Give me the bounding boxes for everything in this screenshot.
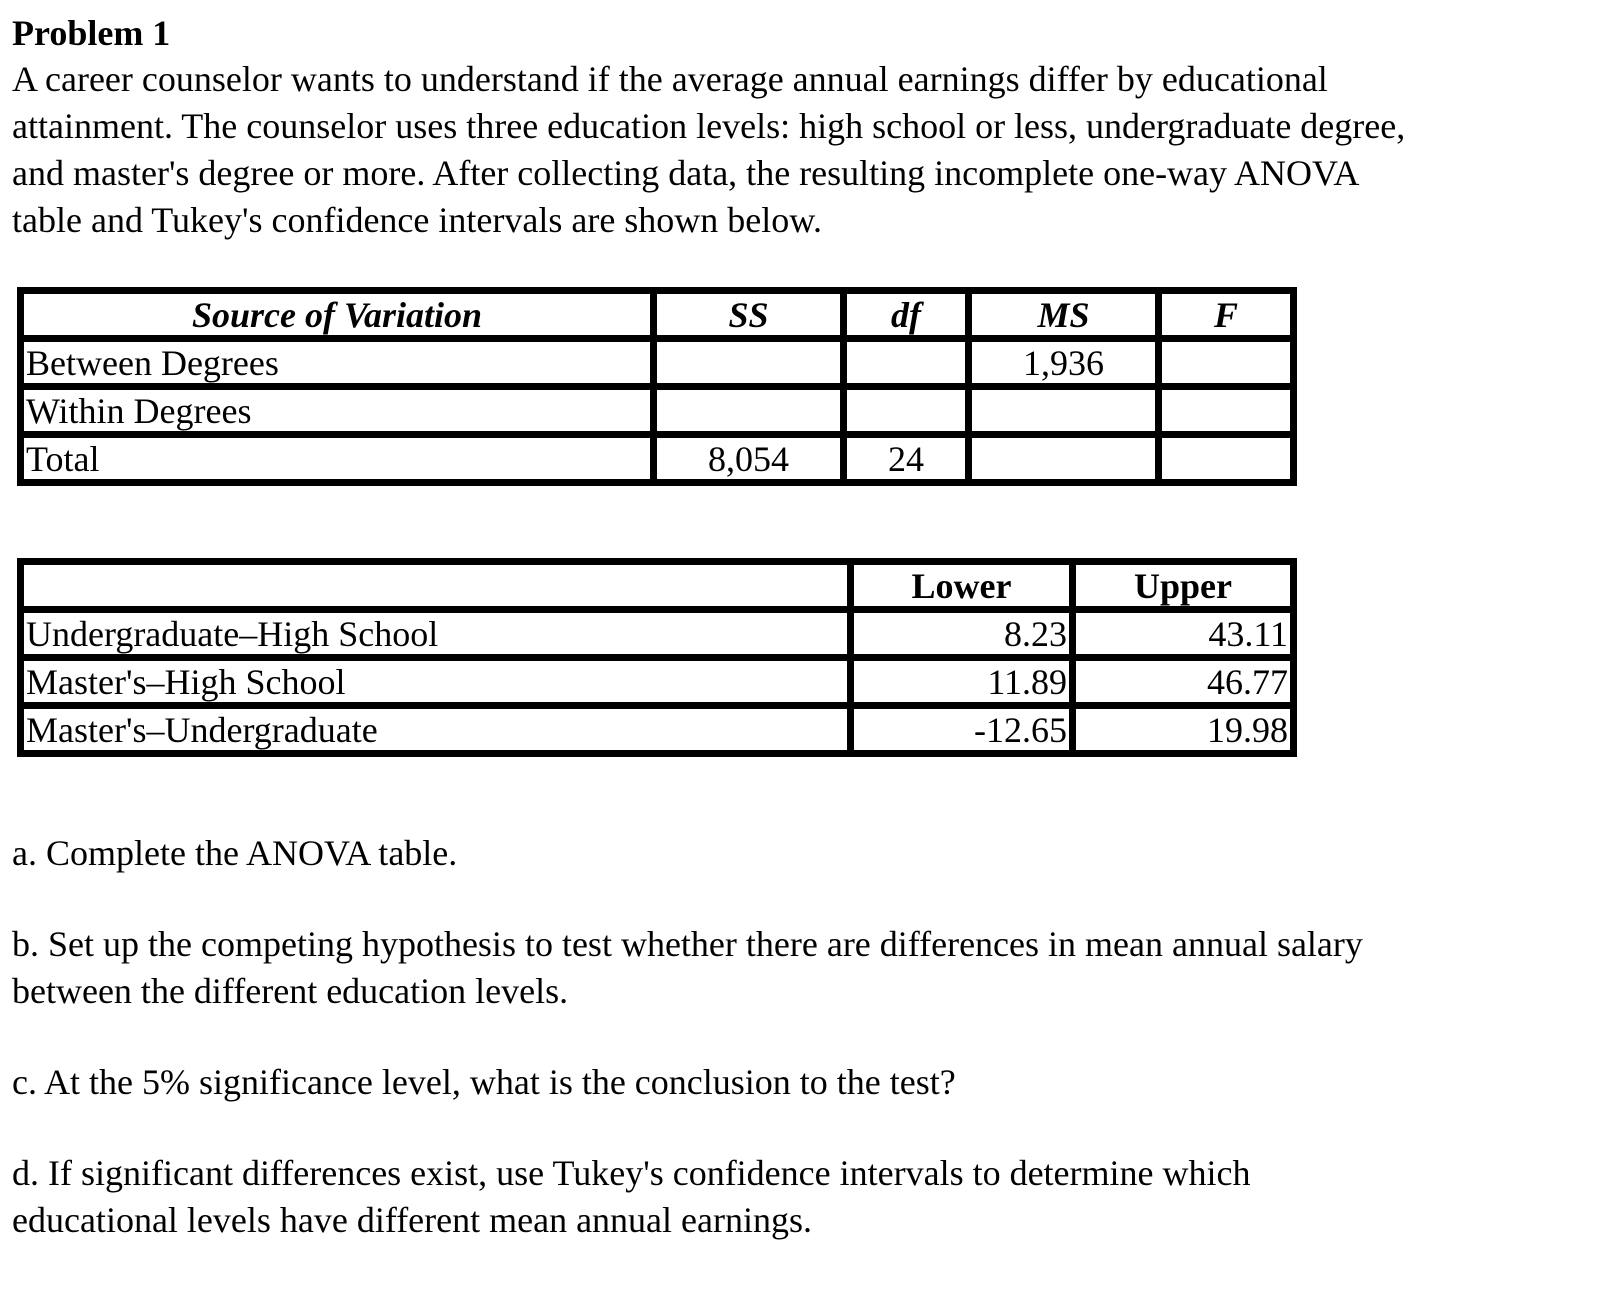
anova-header-row xyxy=(21,291,1294,339)
anova-cell xyxy=(1159,339,1294,387)
tukey-row xyxy=(21,706,1294,754)
tukey-table xyxy=(17,558,1297,757)
tukey-row xyxy=(21,610,1294,658)
tukey-cell: 11.89 xyxy=(851,658,1073,706)
tukey-header-row xyxy=(21,562,1294,610)
tukey-cell: Master's–Undergraduate xyxy=(21,706,851,754)
tukey-header-lower: Lower xyxy=(851,562,1073,610)
anova-cell: 1,936 xyxy=(969,339,1159,387)
anova-cell: 8,054 xyxy=(654,435,844,483)
tukey-cell: Master's–High School xyxy=(21,658,851,706)
anova-header-ss: SS xyxy=(654,291,844,339)
question-d: d. If significant differences exist, use Tukey's confidence intervals to determine which educational levels have different mean annual earnings. xyxy=(12,1153,1251,1240)
problem-title: Problem 1 xyxy=(12,13,171,53)
anova-row-within xyxy=(21,387,1294,435)
anova-cell xyxy=(1159,435,1294,483)
question-c: c. At the 5% significance level, what is the conclusion to the test? xyxy=(12,1062,956,1102)
anova-row-total xyxy=(21,435,1294,483)
anova-cell xyxy=(969,387,1159,435)
question-a: a. Complete the ANOVA table. xyxy=(12,833,458,873)
tukey-cell: 8.23 xyxy=(851,610,1073,658)
anova-cell xyxy=(654,387,844,435)
anova-header-df: df xyxy=(844,291,969,339)
tukey-cell: -12.65 xyxy=(851,706,1073,754)
anova-cell xyxy=(1159,387,1294,435)
anova-table xyxy=(17,287,1297,486)
tukey-cell: 43.11 xyxy=(1073,610,1294,658)
question-b: b. Set up the competing hypothesis to test whether there are differences in mean annual salary between the different education levels. xyxy=(12,924,1363,1011)
tukey-header-blank xyxy=(21,562,851,610)
anova-header-f: F xyxy=(1159,291,1294,339)
anova-cell xyxy=(654,339,844,387)
tukey-cell: Undergraduate–High School xyxy=(21,610,851,658)
anova-cell: Between Degrees xyxy=(21,339,654,387)
anova-cell xyxy=(844,339,969,387)
tukey-cell: 46.77 xyxy=(1073,658,1294,706)
anova-cell: Within Degrees xyxy=(21,387,654,435)
problem-intro: A career counselor wants to understand if the average annual earnings differ by educational attainment. The counselor uses three education levels: high school or less, undergraduate degree, and master's degree or more. After collecting data, the resulting incomplete one-way ANOVA table and Tukey's confidence intervals are shown below. xyxy=(12,59,1406,240)
anova-cell xyxy=(844,387,969,435)
tukey-row xyxy=(21,658,1294,706)
anova-header-source: Source of Variation xyxy=(21,291,654,339)
anova-cell: 24 xyxy=(844,435,969,483)
anova-cell xyxy=(969,435,1159,483)
anova-header-ms: MS xyxy=(969,291,1159,339)
tukey-cell: 19.98 xyxy=(1073,706,1294,754)
tukey-header-upper: Upper xyxy=(1073,562,1294,610)
anova-cell: Total xyxy=(21,435,654,483)
anova-row-between xyxy=(21,339,1294,387)
